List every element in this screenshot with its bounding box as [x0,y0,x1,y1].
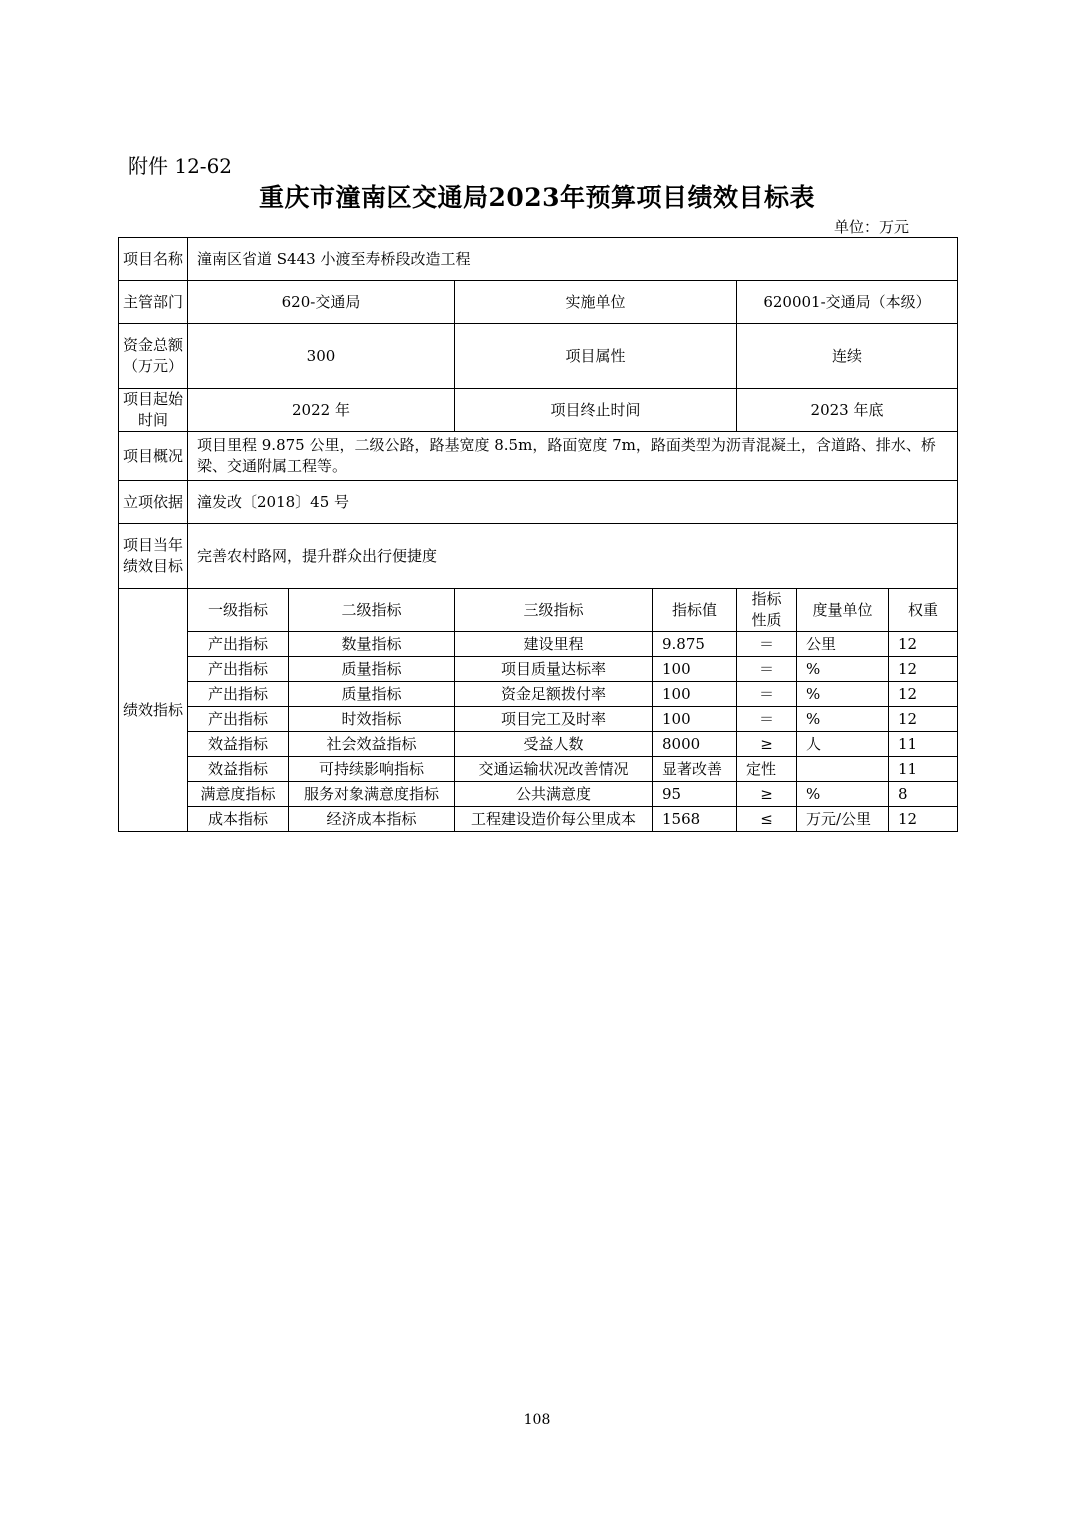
indicator-unit: % [797,682,889,707]
indicator-value: 9.875 [653,632,737,657]
indicator-row [119,682,958,707]
indicator-nature: ＝ [737,632,797,657]
indicator-weight: 12 [889,807,958,832]
indicator-header-row [119,589,958,632]
indicator-weight: 12 [889,632,958,657]
indicator-weight: 11 [889,732,958,757]
indicator-value: 95 [653,782,737,807]
indicator-row [119,757,958,782]
performance-target-table [118,237,958,832]
level2: 数量指标 [289,632,455,657]
indicator-weight: 12 [889,707,958,732]
header-unit: 度量单位 [797,589,889,632]
indicator-value: 8000 [653,732,737,757]
header-level1: 一级指标 [188,589,289,632]
indicator-weight: 12 [889,682,958,707]
indicator-unit: % [797,707,889,732]
indicator-weight: 11 [889,757,958,782]
indicator-row [119,632,958,657]
level1: 产出指标 [188,707,289,732]
end-label: 项目终止时间 [455,389,737,432]
fund-value: 300 [188,324,455,389]
level1: 满意度指标 [188,782,289,807]
impl-value: 620001-交通局（本级） [737,281,958,324]
level1: 产出指标 [188,632,289,657]
row-department [119,281,958,324]
level3: 建设里程 [455,632,653,657]
impl-label: 实施单位 [455,281,737,324]
level1: 产出指标 [188,657,289,682]
indicator-unit [797,757,889,782]
header-value: 指标值 [653,589,737,632]
level3: 资金足额拨付率 [455,682,653,707]
indicator-weight: 8 [889,782,958,807]
row-time [119,389,958,432]
level1: 产出指标 [188,682,289,707]
indicator-value: 1568 [653,807,737,832]
indicator-unit: 公里 [797,632,889,657]
level2: 经济成本指标 [289,807,455,832]
indicator-row [119,782,958,807]
header-level3: 三级指标 [455,589,653,632]
indicator-row [119,807,958,832]
indicator-row [119,732,958,757]
indicator-nature: 定性 [737,757,797,782]
indicator-unit: % [797,657,889,682]
basis-label: 立项依据 [119,481,188,524]
header-nature: 指标性质 [737,589,797,632]
start-value: 2022 年 [188,389,455,432]
indicator-nature: ＝ [737,682,797,707]
level3: 受益人数 [455,732,653,757]
indicators-section-label: 绩效指标 [119,589,188,832]
attr-label: 项目属性 [455,324,737,389]
level3: 工程建设造价每公里成本 [455,807,653,832]
indicator-row [119,707,958,732]
dept-label: 主管部门 [119,281,188,324]
indicator-unit: 人 [797,732,889,757]
level2: 可持续影响指标 [289,757,455,782]
goal-value: 完善农村路网，提升群众出行便捷度 [188,524,958,589]
row-basis [119,481,958,524]
document-title: 重庆市潼南区交通局2023年预算项目绩效目标表 [258,183,816,212]
indicator-nature: ≥ [737,732,797,757]
level1: 效益指标 [188,757,289,782]
level2: 社会效益指标 [289,732,455,757]
indicator-value: 100 [653,657,737,682]
attr-value: 连续 [737,324,958,389]
level2: 质量指标 [289,682,455,707]
indicator-value: 100 [653,707,737,732]
level1: 成本指标 [188,807,289,832]
level3: 公共满意度 [455,782,653,807]
header-level2: 二级指标 [289,589,455,632]
row-fund [119,324,958,389]
indicator-unit: % [797,782,889,807]
row-project-name [119,238,958,281]
project-name-value: 潼南区省道 S443 小渡至寿桥段改造工程 [188,238,958,281]
fund-label: 资金总额（万元） [119,324,188,389]
page-number: 108 [523,1412,551,1428]
level2: 质量指标 [289,657,455,682]
indicator-unit: 万元/公里 [797,807,889,832]
indicator-value: 显著改善 [653,757,737,782]
row-goal [119,524,958,589]
level2: 服务对象满意度指标 [289,782,455,807]
attachment-number: 附件 12-62 [128,154,233,178]
basis-value: 潼发改〔2018〕45 号 [188,481,958,524]
header-weight: 权重 [889,589,958,632]
goal-label: 项目当年绩效目标 [119,524,188,589]
level3: 项目质量达标率 [455,657,653,682]
project-name-label: 项目名称 [119,238,188,281]
dept-value: 620-交通局 [188,281,455,324]
indicator-nature: ≥ [737,782,797,807]
end-value: 2023 年底 [737,389,958,432]
level3: 项目完工及时率 [455,707,653,732]
overview-value: 项目里程 9.875 公里，二级公路，路基宽度 8.5m，路面宽度 7m，路面类型为沥青混凝土，含道路、排水、桥梁、交通附属工程等。 [188,432,958,481]
level1: 效益指标 [188,732,289,757]
indicator-nature: ＝ [737,657,797,682]
indicator-nature: ＝ [737,707,797,732]
overview-label: 项目概况 [119,432,188,481]
level2: 时效指标 [289,707,455,732]
start-label: 项目起始时间 [119,389,188,432]
indicator-weight: 12 [889,657,958,682]
indicator-row [119,657,958,682]
row-overview [119,432,958,481]
level3: 交通运输状况改善情况 [455,757,653,782]
indicator-nature: ≤ [737,807,797,832]
indicator-value: 100 [653,682,737,707]
unit-note: 单位：万元 [834,218,910,236]
